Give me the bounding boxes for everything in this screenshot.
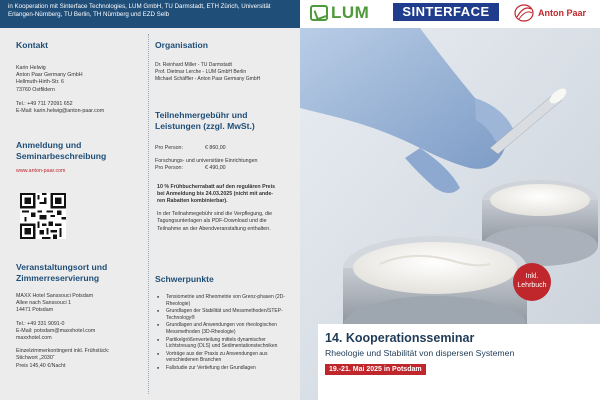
organisation-heading: Organisation: [155, 40, 209, 50]
contact-heading: Kontakt: [16, 40, 48, 50]
included-line: Teilnahme an der Abendveranstaltung enthalten.: [157, 225, 271, 232]
venue-email[interactable]: E-Mail: potsdam@maxxhotel.com: [16, 327, 96, 334]
organisation-line: Prof. Dietmar Lerche - LUM GmbH Berlin: [155, 69, 247, 76]
contact-section: [16, 40, 144, 115]
focus-item: ■ Partikelgrößenverteilung mittels dynamischer Lichtstreuung (DLS) und Sedimentationstechniken: [155, 337, 297, 350]
fee-row-research: [155, 165, 297, 172]
venue-heading-line1: Veranstaltungsort und: [16, 262, 108, 272]
contact-phone: Tel.: +49 711 72091 652: [16, 100, 73, 107]
focus-item: ■ Tensiometrie und Rheometrie von Grenz-phasen (2D-Rheologie): [155, 294, 297, 307]
cover-panel: [300, 28, 600, 400]
cover-title: 14. Kooperationsseminar: [325, 331, 475, 345]
venue-quota: [16, 348, 144, 370]
venue-line: 14471 Potsdam: [16, 307, 54, 314]
contact-email[interactable]: E-Mail: karin.helwig@anton-paar.com: [16, 108, 105, 115]
focus-heading: Schwerpunkte: [155, 274, 214, 284]
fee-value: € 860,00: [205, 145, 226, 151]
fees-heading-line1: Teilnehmergebühr und: [155, 110, 248, 120]
partners-text: in Kooperation mit Sinterface Technologies, LUM GmbH, TU Darmstadt, ETH Zürich, Universität Erlangen-Nürnberg, TU Berlin, TH Nürnberg und EZD Selb: [0, 0, 300, 28]
focus-list: [155, 294, 297, 372]
focus-item: ■ Vorträge aus der Praxis zu Anwendungen aus verschiedenen Branchen: [155, 351, 297, 364]
organisation-list: [155, 62, 295, 84]
fee-label: Pro Person:: [155, 165, 183, 172]
contact-line: Karin Helwig: [16, 65, 46, 71]
focus-item: ■ Grundlagen und Anwendungen von rheologischen Messmethoden (3D-Rheologie): [155, 322, 297, 335]
venue-quota-line: Preis 145,40 €/Nacht: [16, 362, 66, 369]
contact-address: [16, 65, 144, 94]
registration-heading-line2: Seminarbeschreibung: [16, 151, 107, 161]
fee-value: € 490,00: [205, 165, 226, 172]
event-date-badge: 19.-21. Mai 2025 in Potsdam: [325, 364, 426, 375]
textbook-included-badge: [513, 263, 551, 301]
contact-line: Anton Paar Germany GmbH: [16, 72, 83, 79]
fee-row-regular: [155, 145, 297, 152]
cover-info-panel: [318, 324, 600, 400]
venue-line: MAXX Hotel Sanssouci Potsdam: [16, 293, 94, 299]
fee-included: [155, 211, 297, 233]
venue-quota-line: Einzelzimmerkontingent inkl. Frühstück:: [16, 348, 110, 355]
qr-code[interactable]: [20, 193, 66, 239]
focus-section: [155, 274, 297, 373]
contact-line: 73760 Ostfildern: [16, 86, 55, 93]
venue-contact: [16, 321, 144, 343]
fees-section: [155, 110, 297, 233]
included-line: In der Teilnahmegebühr sind die Verpflegung, die: [157, 211, 273, 218]
badge-line: Lehrbuch: [517, 281, 547, 289]
fee-caption-research: Forschungs- und universitäre Einrichtungen: [155, 158, 258, 165]
fee-label: Pro Person:: [155, 145, 183, 151]
fees-heading-line2: Leistungen (zzgl. MwSt.): [155, 121, 255, 131]
anton-paar-mark-icon: [513, 3, 535, 23]
venue-address: [16, 293, 144, 315]
venue-quota-line: Stichwort „2030“: [16, 355, 55, 362]
discount-line: ren Rabatten kombinierbar).: [157, 198, 228, 205]
registration-heading-line1: Anmeldung und: [16, 140, 82, 150]
discount-line: bei Anmeldung bis 24.03.2025 (nicht mit ande-: [157, 190, 274, 197]
organisation-section: [155, 40, 295, 84]
venue-section: [16, 262, 144, 370]
venue-heading-line2: Zimmerreservierung: [16, 273, 100, 283]
registration-link[interactable]: www.anton-paar.com: [16, 168, 66, 174]
anton-paar-logo: [513, 2, 586, 24]
venue-line: Allee nach Sanssouci 1: [16, 300, 72, 307]
lum-logo: [310, 3, 369, 23]
lum-mark-icon: [310, 5, 328, 21]
lum-logo-text: LUM: [331, 3, 370, 22]
contact-line: Hellmuth-Hirth-Str. 6: [16, 79, 64, 86]
early-bird-discount: [155, 184, 297, 206]
venue-web[interactable]: maxxhotel.com: [16, 335, 52, 342]
venue-phone: Tel.: +49 331 9091-0: [16, 320, 65, 327]
badge-line: Inkl.: [525, 273, 539, 280]
column-divider: [148, 34, 149, 394]
organisation-line: Michael Schäffler - Anton Paar Germany GmbH: [155, 76, 261, 83]
top-banner: [0, 0, 600, 28]
sinterface-logo: SINTERFACE: [393, 3, 499, 21]
organisation-line: Dr. Reinhard Miller - TU Darmstadt: [155, 62, 232, 68]
cover-subtitle: Rheologie und Stabilität von dispersen Systemen: [325, 348, 515, 358]
focus-item: ■ Grundlagen der Stabilität und Messmethoden/STEP-Technology®: [155, 308, 297, 321]
registration-section: [16, 140, 144, 174]
focus-item: ■ Fallstudie zur Vertiefung der Grundlagen: [155, 365, 297, 372]
discount-line: 10 % Frühbucherrabatt auf den regulären Preis: [157, 183, 276, 190]
anton-paar-logo-text: Anton Paar: [538, 8, 587, 18]
included-line: Tagungsunterlagen als PDF-Download und die: [157, 218, 267, 225]
